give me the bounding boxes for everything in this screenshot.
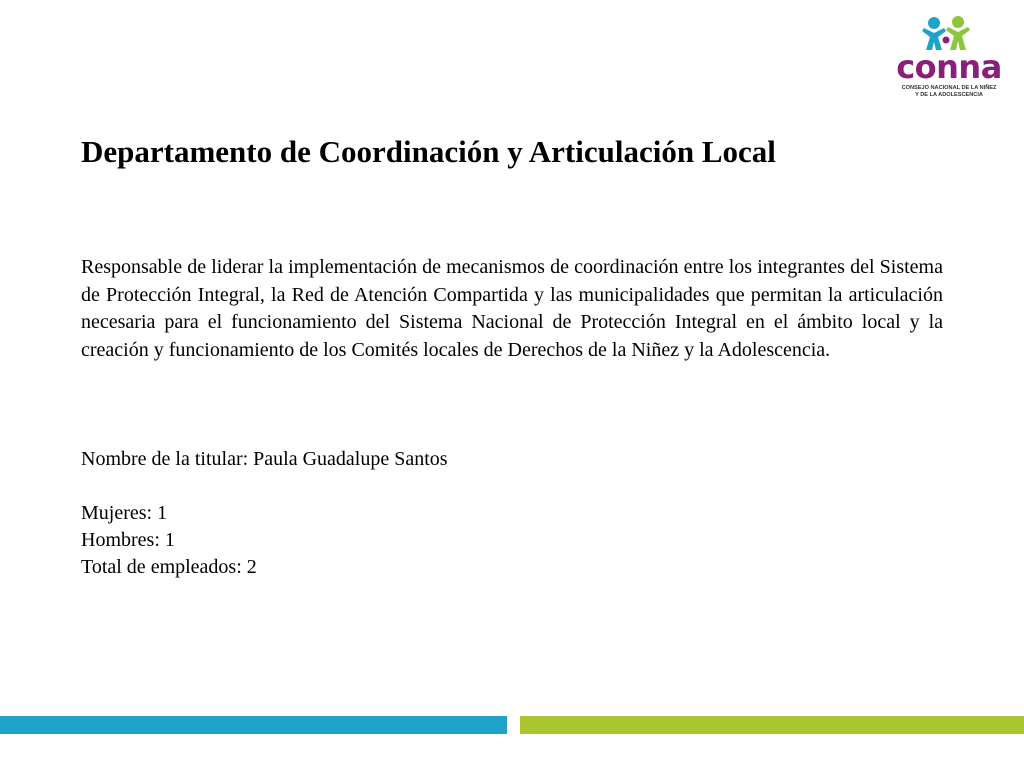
- men-count: Hombres: 1: [81, 529, 175, 551]
- conna-logo: [888, 14, 1010, 114]
- women-count: Mujeres: 1: [81, 502, 168, 524]
- total-employees: Total de empleados: 2: [81, 556, 257, 578]
- department-description: Responsable de liderar la implementación de mecanismos de coordinación entre los integrantes del Sistema de Protección Integral, la Red de Atención Compartida y las municipalidades que permitan la articulación necesaria para el funcionamiento del Sistema Nacional de Protección Integral en el ámbito local y la creación y funcionamiento de los Comités locales de Derechos de la Niñez y la Adolescencia.: [81, 256, 943, 361]
- titular-name: Nombre de la titular: Paula Guadalupe Santos: [81, 448, 448, 470]
- footer-bar-blue: [0, 716, 507, 734]
- slide-title: Departamento de Coordinación y Articulación Local: [81, 134, 776, 169]
- logo-wordmark: conna: [896, 48, 1002, 86]
- logo-subtitle-line1: CONSEJO NACIONAL DE LA NIÑEZ: [901, 85, 997, 91]
- footer-bar-green: [520, 716, 1024, 734]
- logo-subtitle-line2: Y DE LA ADOLESCENCIA: [915, 92, 983, 98]
